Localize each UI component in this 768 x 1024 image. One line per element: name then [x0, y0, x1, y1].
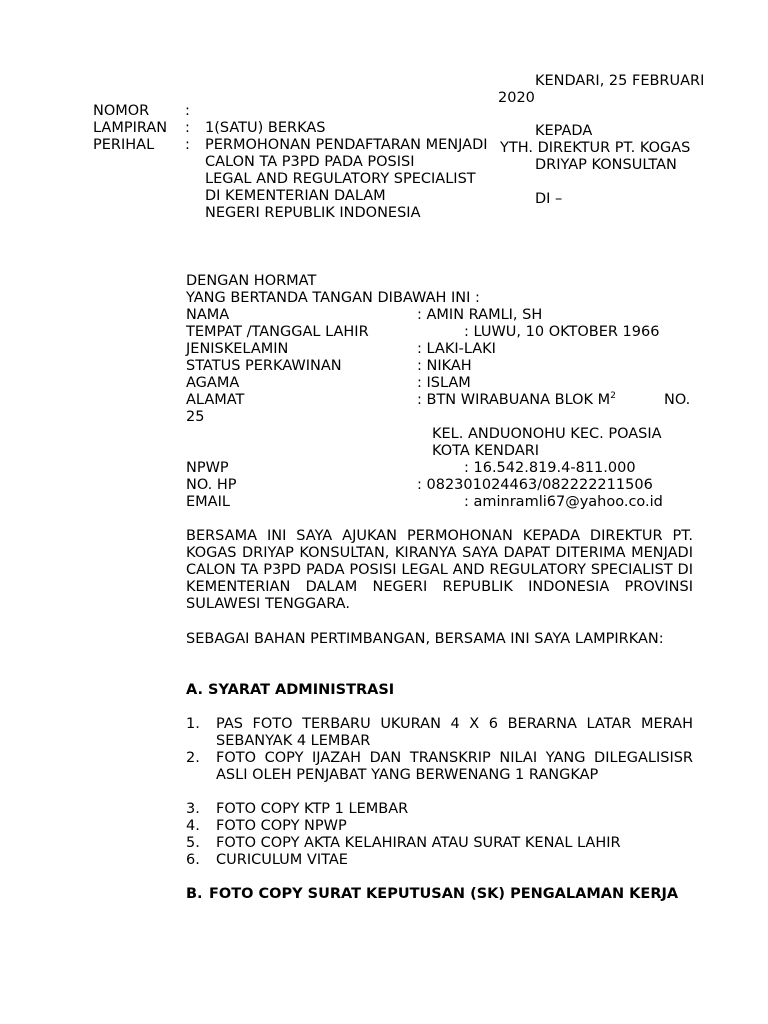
nomor-label: NOMOR: [93, 103, 150, 119]
alamat-superscript: 2: [610, 391, 616, 402]
alamat-line-2: KEL. ANDUONOHU KEC. POASIA: [432, 426, 662, 442]
perihal-line: NEGERI REPUBLIK INDONESIA: [205, 205, 421, 221]
jk-label: JENISKELAMIN: [186, 341, 289, 357]
alamat-label: ALAMAT: [186, 392, 245, 408]
list-number: 3.: [186, 801, 200, 817]
list-item: FOTO COPY KTP 1 LEMBAR: [216, 801, 409, 817]
email-value: : aminramli67@yahoo.co.id: [464, 494, 663, 510]
perihal-label: PERIHAL: [93, 137, 155, 153]
list-number: 5.: [186, 835, 200, 851]
status-value: : NIKAH: [417, 358, 472, 374]
perihal-colon: :: [185, 137, 190, 153]
alamat-text: : BTN WIRABUANA BLOK M: [417, 392, 611, 408]
intro-line: YANG BERTANDA TANGAN DIBAWAH INI :: [186, 290, 480, 306]
salutation: DENGAN HORMAT: [186, 273, 317, 289]
ttl-value: : LUWU, 10 OKTOBER 1966: [464, 324, 660, 340]
section-b-letter: B.: [186, 886, 203, 902]
agama-label: AGAMA: [186, 375, 240, 391]
status-label: STATUS PERKAWINAN: [186, 358, 342, 374]
hp-value: : 082301024463/082222211506: [417, 477, 653, 493]
agama-value: : ISLAM: [417, 375, 471, 391]
nama-value: : AMIN RAMLI, SH: [417, 307, 543, 323]
list-item: PAS FOTO TERBARU UKURAN 4 X 6 BERARNA LATAR MERAH SEBANYAK 4 LEMBAR: [216, 716, 693, 749]
alamat-line-3: KOTA KENDARI: [432, 443, 540, 459]
alamat-continued: 25: [186, 409, 205, 425]
npwp-value: : 16.542.819.4-811.000: [464, 460, 636, 476]
npwp-label: NPWP: [186, 460, 229, 476]
list-item: FOTO COPY IJAZAH DAN TRANSKRIP NILAI YANG DILEGALISISR ASLI OLEH PENJABAT YANG BERWENANG 1 RANGKAP: [216, 750, 693, 783]
addressee-place: DI –: [535, 191, 563, 207]
perihal-line: DI KEMENTERIAN DALAM: [205, 188, 386, 204]
list-item: FOTO COPY NPWP: [216, 818, 347, 834]
list-item: FOTO COPY AKTA KELAHIRAN ATAU SURAT KENAL LAHIR: [216, 835, 621, 851]
list-number: 1.: [186, 716, 200, 732]
lampiran-colon: :: [185, 120, 190, 136]
section-b-title: FOTO COPY SURAT KEPUTUSAN (SK) PENGALAMAN KERJA: [209, 886, 679, 902]
section-a-title: A. SYARAT ADMINISTRASI: [186, 682, 395, 698]
list-number: 4.: [186, 818, 200, 834]
lampiran-value: 1(SATU) BERKAS: [205, 120, 326, 136]
list-number: 6.: [186, 852, 200, 868]
perihal-line: LEGAL AND REGULATORY SPECIALIST: [205, 171, 476, 187]
email-label: EMAIL: [186, 494, 230, 510]
ttl-label: TEMPAT /TANGGAL LAHIR: [186, 324, 369, 340]
nomor-colon: :: [185, 103, 190, 119]
nama-label: NAMA: [186, 307, 230, 323]
letter-date: KENDARI, 25 FEBRUARI: [535, 73, 705, 89]
alamat-value: [417, 392, 616, 409]
attachment-intro: SEBAGAI BAHAN PERTIMBANGAN, BERSAMA INI SAYA LAMPIRKAN:: [186, 631, 664, 647]
letter-date-year: 2020: [498, 90, 535, 106]
addressee-label: KEPADA: [535, 123, 593, 139]
jk-value: : LAKI-LAKI: [417, 341, 496, 357]
addressee-line-2: DRIYAP KONSULTAN: [535, 157, 677, 173]
perihal-line: CALON TA P3PD PADA POSISI: [205, 154, 415, 170]
addressee-line-1: YTH. DIREKTUR PT. KOGAS: [500, 140, 691, 156]
alamat-number-label: NO.: [664, 392, 691, 408]
list-item: CURICULUM VITAE: [216, 852, 348, 868]
hp-label: NO. HP: [186, 477, 237, 493]
list-number: 2.: [186, 750, 200, 766]
perihal-line: PERMOHONAN PENDAFTARAN MENJADI: [205, 137, 488, 153]
lampiran-label: LAMPIRAN: [93, 120, 168, 136]
body-paragraph: BERSAMA INI SAYA AJUKAN PERMOHONAN KEPADA DIREKTUR PT. KOGAS DRIYAP KONSULTAN, KIRANYA SAYA DAPAT DITERIMA MENJADI CALON TA P3PD PADA POSISI LEGAL AND REGULATORY SPECIALIST DI KEMENTERIAN DALAM NEGERI REPUBLIK INDONESIA PROVINSI SULAWESI TENGGARA.: [186, 528, 693, 612]
